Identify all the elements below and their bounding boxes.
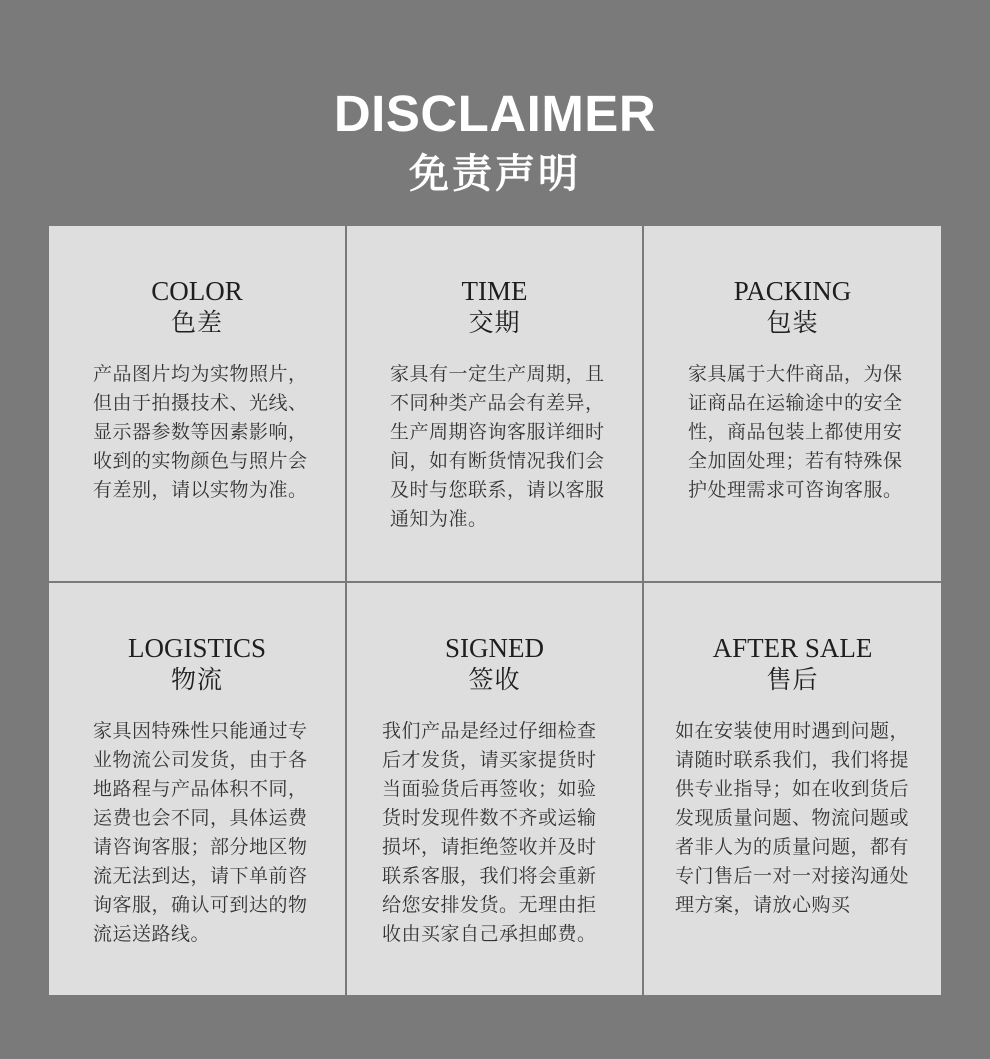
card-body: 家具属于大件商品，为保证商品在运输途中的安全性，商品包装上都使用安全加固处理；若有特殊保护处理需求可咨询客服。 [688,363,903,501]
card-title-cn: 售后 [766,665,819,694]
card-title-en: PACKING [733,276,852,306]
card-title-cn: 签收 [468,665,521,694]
card-logistics [49,583,345,995]
card-title-en: COLOR [151,276,243,306]
card-body: 如在安装使用时遇到问题，请随时联系我们，我们将提供专业指导；如在收到货后发现质量问题、物流问题或者非人为的质量问题，都有专门售后一对一对接沟通处理方案，请放心购买 [675,720,910,916]
card-title-cn: 包装 [766,308,819,337]
card-body: 家具有一定生产周期，且不同种类产品会有差异，生产周期咨询客服详细时间，如有断货情况我们会及时与您联系，请以客服通知为准。 [390,363,605,530]
card-signed [347,583,642,995]
card-title-cn: 色差 [170,308,223,337]
card-title-en: SIGNED [445,633,544,663]
disclaimer-header [0,0,990,226]
card-title-cn: 交期 [468,308,521,337]
page-title: DISCLAIMER [333,85,657,142]
card-body: 我们产品是经过仔细检查后才发货，请买家提货时当面验货后再签收；如验货时发现件数不齐或运输损坏，请拒绝签收并及时联系客服，我们将会重新给您安排发货。无理由拒收由买家自己承担邮费。 [382,720,597,945]
card-packing [644,226,941,581]
card-body: 家具因特殊性只能通过专业物流公司发货，由于各地路程与产品体积不同，运费也会不同，具体运费请咨询客服；部分地区物流无法到达，请下单前咨询客服，确认可到达的物流运送路线。 [93,720,308,945]
disclaimer-grid [49,226,941,995]
card-color [49,226,345,581]
card-after-sale [644,583,941,995]
card-body: 产品图片均为实物照片，但由于拍摄技术、光线、显示器参数等因素影响，收到的实物颜色与照片会有差别，请以实物为准。 [93,363,308,501]
page-title-chinese: 免责声明 [409,151,581,197]
card-time [347,226,642,581]
card-title-en: LOGISTICS [127,633,266,663]
card-title-en: TIME [461,276,528,306]
card-title-en: AFTER SALE [712,633,873,663]
card-title-cn: 物流 [170,665,223,694]
